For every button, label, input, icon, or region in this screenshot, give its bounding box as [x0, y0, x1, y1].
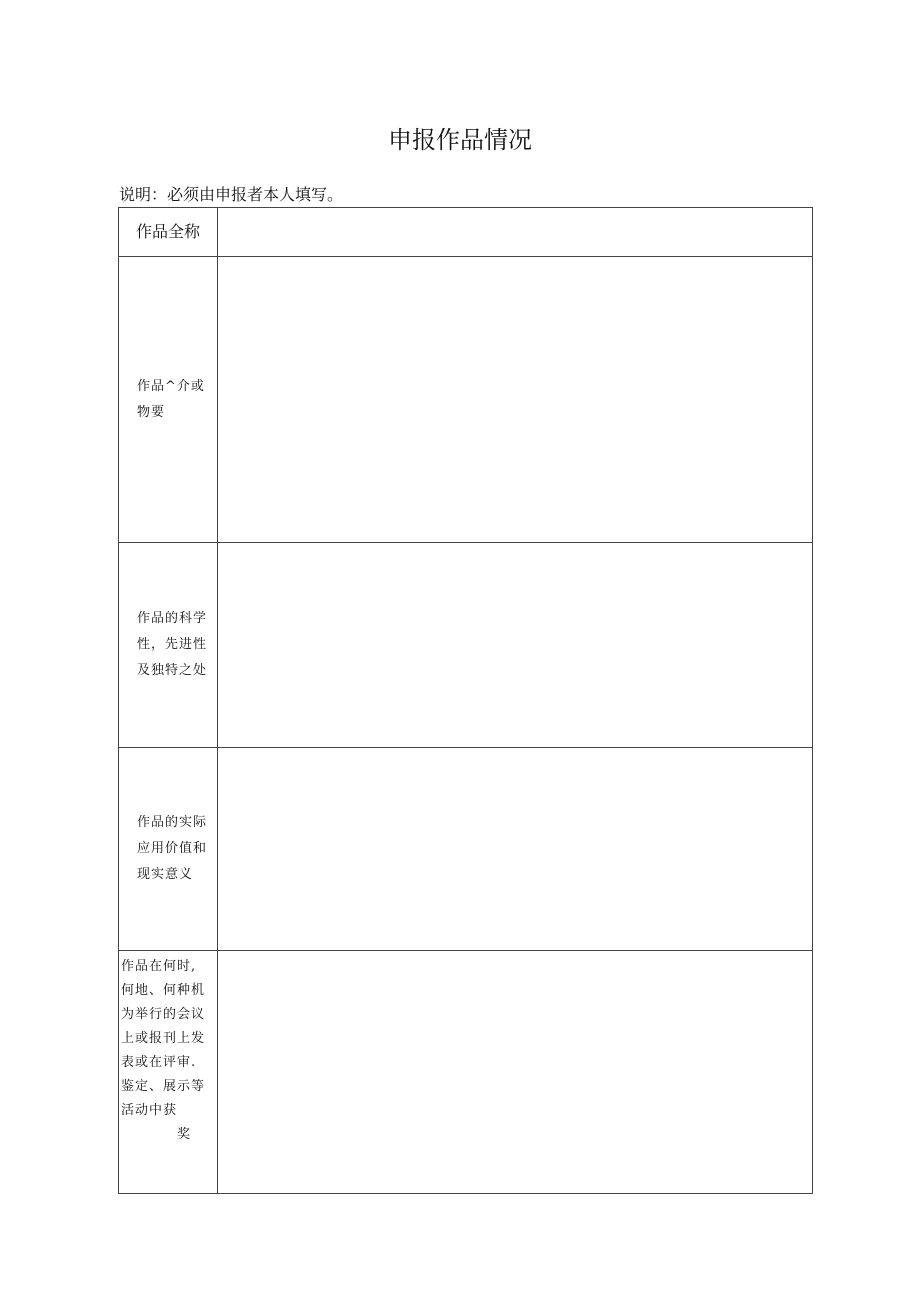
label-line: 作品的实际: [137, 815, 208, 830]
label-line: 现实意义: [137, 867, 194, 882]
label-line: 为举行的会议: [121, 1007, 206, 1022]
label-awards: [119, 951, 218, 1194]
label-line: 活动中获: [121, 1103, 178, 1118]
instruction-note: 说明：必须由申报者本人填写。: [119, 185, 344, 204]
page-title: 申报作品情况: [388, 126, 532, 154]
row-summary: [119, 257, 813, 543]
row-awards: [119, 951, 813, 1194]
label-work-name: 作品全称: [119, 208, 218, 257]
label-line: 性，先进性: [137, 637, 208, 652]
label-line: 及独特之处: [137, 663, 208, 678]
label-line: 作品^介或: [137, 378, 205, 394]
label-line: 何地、何种机: [121, 983, 206, 998]
row-work-name: [119, 208, 813, 257]
label-summary: [119, 257, 218, 543]
field-practical-value[interactable]: [218, 748, 813, 951]
label-practical-value: [119, 748, 218, 951]
field-summary[interactable]: [218, 257, 813, 543]
label-line: 应用价值和: [137, 841, 208, 856]
label-line: 表或在评审.: [121, 1055, 197, 1070]
label-line: 物要: [137, 404, 166, 420]
application-form-table: [118, 207, 813, 1194]
row-practical-value: [119, 748, 813, 951]
field-work-name[interactable]: [218, 208, 813, 257]
label-line: 奖: [177, 1127, 192, 1142]
label-line: 作品在何时,: [121, 959, 197, 974]
row-science: [119, 543, 813, 748]
field-science[interactable]: [218, 543, 813, 748]
label-line: 上或报刊上发: [121, 1031, 206, 1046]
label-science: [119, 543, 218, 748]
label-line: 鉴定、展示等: [121, 1079, 206, 1094]
label-line: 作品的科学: [137, 611, 208, 626]
field-awards[interactable]: [218, 951, 813, 1194]
